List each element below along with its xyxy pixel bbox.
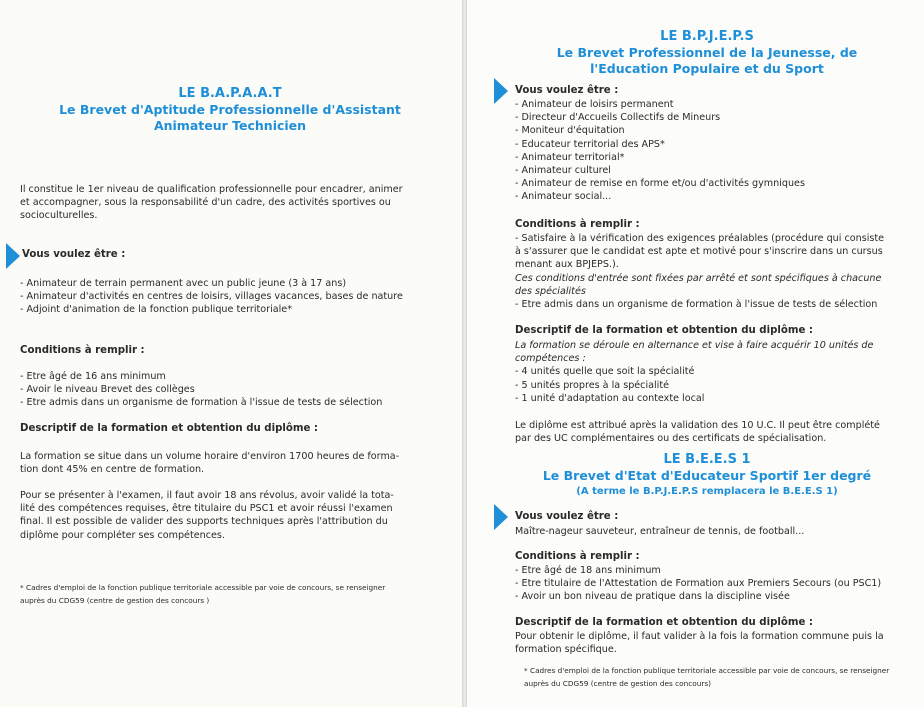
list-item: - Animateur de terrain permanent avec un public jeune (3 à 17 ans) [20,278,347,289]
footnote-line: * Cadres d'emploi de la fonction publique territoriale accessible par voie de concours, se renseigner [20,583,386,592]
blue-arrow-icon [494,504,508,530]
bpjeps-title [507,29,907,77]
bpjeps-conditions-text [515,232,884,311]
list-item: - Animateur de remise en forme et/ou d'activités gymniques [515,178,805,190]
bapaat-descr-p2 [20,489,394,542]
paragraph-line: tion dont 45% en centre de formation. [20,464,205,476]
list-item: - Adjoint d'animation de la fonction publique territoriale* [20,304,293,316]
bees-descr-text [515,630,884,656]
paragraph-line: Maître-nageur sauveteur, entraîneur de tennis, de football... [515,526,805,537]
bapaat-intro [20,183,403,223]
bees-title-line1: LE B.E.E.S 1 [663,452,751,467]
bpjeps-want-list [515,98,805,204]
italic-note-line: des spécialités [515,285,586,297]
bapaat-conditions-list [20,370,382,410]
paragraph-line: - Satisfaire à la vérification des exigences préalables (procédure qui consiste [515,233,885,244]
paragraph-line: Le diplôme est attribué après la validation des 10 U.C. Il peut être complété [515,420,880,431]
bapaat-title [20,86,440,134]
list-item: - Educateur territorial des APS* [515,138,665,150]
bpjeps-title-line1: LE B.P.J.E.P.S [660,29,754,44]
italic-note-line: La formation se déroule en alternance et vise à faire acquérir 10 unités de [515,340,874,351]
list-item: - Etre admis dans un organisme de formation à l'issue de tests de sélection [515,299,878,311]
list-item: - Etre titulaire de l'Attestation de Formation aux Premiers Secours (ou PSC1) [515,578,882,590]
paragraph-line: menant aux BPJEPS.). [515,259,619,271]
paragraph-line: final. Il est possible de valider des supports techniques après l'attribution du [20,516,388,528]
bpjeps-descr-p2 [515,419,880,445]
bees-descr-heading: Descriptif de la formation et obtention du diplôme : [515,617,813,628]
list-item: - Animateur d'activités en centres de loisirs, villages vacances, bases de nature [20,291,403,303]
paragraph-line: diplôme pour compléter ses compétences. [20,529,225,541]
paragraph-line: à s'assurer que le candidat est apte et motivé pour s'inscrire dans un cursus [515,246,883,258]
bapaat-descr-p1 [20,450,399,476]
bpjeps-want-heading: Vous voulez être : [515,85,619,96]
paragraph-line: par des UC complémentaires ou des certificats de spécialisation. [515,433,827,445]
bees-conditions-heading: Conditions à remplir : [515,551,640,562]
paragraph-line: lité des compétences requises, être titulaire du PSC1 et avoir réussi l'examen [20,503,393,515]
list-item: - Animateur culturel [515,165,611,177]
blue-arrow-icon [6,243,20,269]
footnote-line: auprès du CDG59 (centre de gestion des concours) [524,679,711,688]
footnote-line: * Cadres d'emploi de la fonction publique territoriale accessible par voie de concours, se renseigner [524,666,890,675]
bpjeps-descr-heading: Descriptif de la formation et obtention du diplôme : [515,325,813,336]
bees-want-heading: Vous voulez être : [515,511,619,522]
paragraph-line: Pour se présenter à l'examen, il faut avoir 18 ans révolus, avoir validé la tota- [20,490,394,501]
bapaat-want-heading: Vous voulez être : [22,249,126,260]
list-item: - 4 unités quelle que soit la spécialité [515,366,695,378]
bees-conditions-list [515,564,881,604]
intro-line: et accompagner, sous la responsabilité d'un cadre, des activités sportives ou [20,197,391,209]
paragraph-line: formation spécifique. [515,644,617,656]
intro-line: Il constitue le 1er niveau de qualification professionnelle pour encadrer, animer [20,184,403,195]
list-item: - 1 unité d'adaptation au contexte local [515,392,705,404]
list-item: - Etre âgé de 18 ans minimum [515,565,661,576]
list-item: - Avoir un bon niveau de pratique dans la discipline visée [515,591,790,603]
list-item: - Etre âgé de 16 ans minimum [20,371,166,382]
bapaat-title-line2: Le Brevet d'Aptitude Professionnelle d'Assistant [59,102,401,117]
blue-arrow-icon [494,78,508,104]
bees-title [507,452,907,500]
list-item: - Animateur territorial* [515,151,625,163]
bees-title-line2: Le Brevet d'Etat d'Educateur Sportif 1er degré [542,468,872,483]
footnote-line: auprès du CDG59 (centre de gestion des concours ) [20,596,210,605]
bpjeps-descr-text [515,339,873,405]
paragraph-line: Pour obtenir le diplôme, il faut valider à la fois la formation commune puis la [515,631,884,642]
bapaat-descr-heading: Descriptif de la formation et obtention du diplôme : [20,423,318,434]
bapaat-conditions-heading: Conditions à remplir : [20,345,145,356]
bapaat-footnote [20,581,385,607]
list-item: - Directeur d'Accueils Collectifs de Mineurs [515,112,721,124]
paragraph-line: La formation se situe dans un volume horaire d'environ 1700 heures de forma- [20,451,400,462]
list-item: - Animateur de loisirs permanent [515,99,674,110]
list-item: - Etre admis dans un organisme de formation à l'issue de tests de sélection [20,397,383,409]
bpjeps-title-line3: l'Education Populaire et du Sport [590,61,824,76]
bees-want-text [515,525,804,538]
italic-note-line: compétences : [515,353,586,365]
list-item: - Moniteur d'équitation [515,125,625,137]
list-item: - Animateur social... [515,191,612,203]
list-item: - Avoir le niveau Brevet des collèges [20,384,195,396]
bapaat-title-line1: LE B.A.P.A.A.T [178,86,282,101]
bapaat-title-line3: Animateur Technicien [153,118,307,133]
bpjeps-conditions-heading: Conditions à remplir : [515,219,640,230]
intro-line: socioculturelles. [20,210,98,222]
bees-title-line3: (A terme le B.P.J.E.P.S remplacera le B.E.E.S 1) [576,486,838,497]
italic-note-line: Ces conditions d'entrée sont fixées par arrêté et sont spécifiques à chacune [515,272,882,284]
bpjeps-title-line2: Le Brevet Professionnel de la Jeunesse, de [556,45,858,60]
bapaat-want-list [20,277,403,317]
list-item: - 5 unités propres à la spécialité [515,379,669,391]
bees-footnote [524,664,889,690]
right-page [467,0,924,707]
